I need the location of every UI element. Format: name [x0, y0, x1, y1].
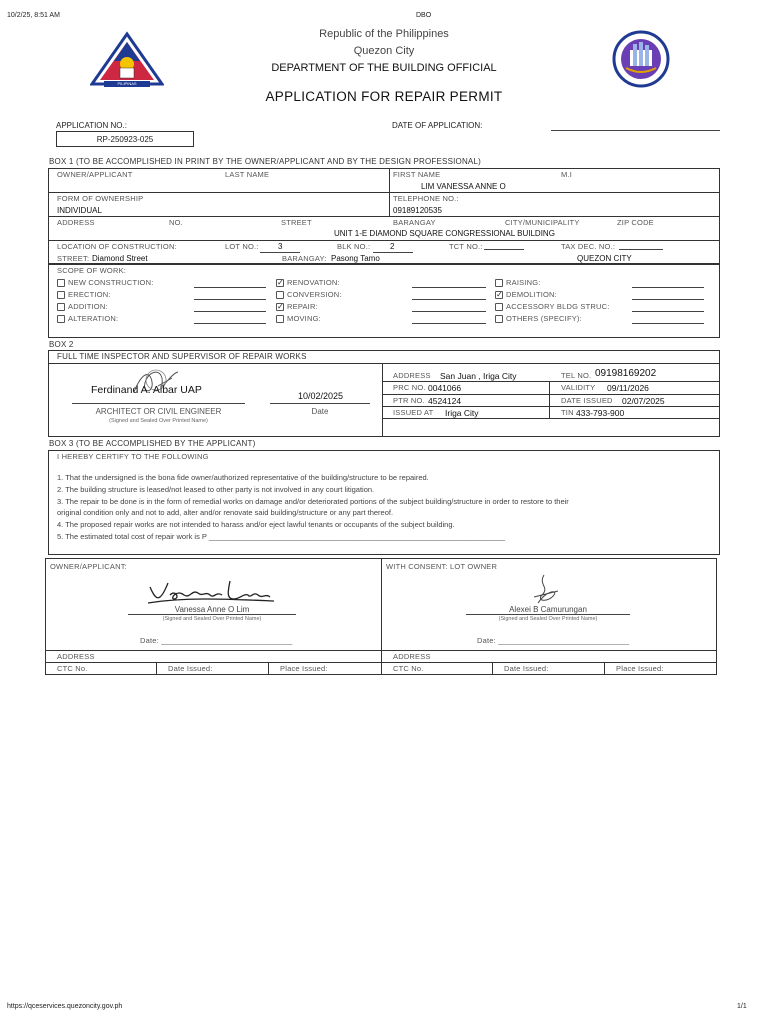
issued-at-label: ISSUED AT	[393, 408, 434, 417]
lot-owner-date-line: Date: ______________________________	[477, 636, 630, 645]
lot-value: 3	[278, 242, 283, 251]
owner-printed-name: Vanessa Anne O Lim	[174, 605, 250, 614]
scope-checkbox[interactable]	[57, 315, 65, 323]
scope-label-item: ACCESSORY BLDG STRUC:	[506, 302, 610, 311]
scope-label-item: DEMOLITION:	[506, 290, 557, 299]
box2-subtitle: FULL TIME INSPECTOR AND SUPERVISOR OF REPAIR WORKS	[57, 352, 307, 361]
ownership-label: FORM OF OWNERSHIP	[57, 194, 144, 203]
lot-owner-ctc-date-label: Date Issued:	[504, 664, 549, 673]
blk-label: BLK NO.:	[337, 242, 371, 251]
owner-ctc-date-label: Date Issued:	[168, 664, 213, 673]
date-issued-value: 02/07/2025	[622, 396, 665, 406]
consent-label: WITH CONSENT: LOT OWNER	[386, 562, 498, 571]
scope-label-item: RENOVATION:	[287, 278, 340, 287]
department-line: DEPARTMENT OF THE BUILDING OFFICIAL	[271, 62, 497, 74]
first-name-label: FIRST NAME	[393, 170, 441, 179]
scope-underline	[412, 323, 486, 324]
tin-label: TIN	[561, 408, 574, 417]
prc-label: PRC NO.	[393, 383, 426, 392]
scope-checkbox[interactable]	[57, 279, 65, 287]
scope-label-item: ADDITION:	[68, 302, 108, 311]
city2-value: QUEZON CITY	[577, 254, 632, 263]
scope-checkbox[interactable]	[495, 315, 503, 323]
validity-value: 09/11/2026	[607, 383, 649, 393]
scope-checkbox[interactable]	[276, 315, 284, 323]
scope-label-item: REPAIR:	[287, 302, 318, 311]
street2-label: STREET:	[57, 254, 90, 263]
scope-underline	[412, 311, 486, 312]
owner-label: OWNER/APPLICANT	[57, 170, 133, 179]
lot-owner-ctc-place-label: Place Issued:	[616, 664, 664, 673]
engineer-role-label: ARCHITECT OR CIVIL ENGINEER	[95, 407, 222, 416]
scope-label-item: ALTERATION:	[68, 314, 119, 323]
scope-underline	[632, 311, 704, 312]
telephone-value: 09189120535	[393, 206, 442, 215]
issued-at-value: Iriga City	[445, 408, 479, 418]
scope-label-item: ERECTION:	[68, 290, 111, 299]
lot-owner-ctc-label: CTC No.	[393, 664, 424, 673]
scope-underline	[412, 287, 486, 288]
scope-underline	[632, 299, 704, 300]
scope-checkbox[interactable]	[57, 291, 65, 299]
lot-owner-printed-name: Alexei B Camurungan	[509, 605, 587, 614]
date-of-application-label: DATE OF APPLICATION:	[392, 121, 483, 130]
engineer-signed-note: (Signed and Sealed Over Printed Name)	[109, 418, 208, 424]
owner-ctc-place-label: Place Issued:	[280, 664, 328, 673]
scope-label: SCOPE OF WORK:	[57, 266, 127, 275]
scope-label-item: MOVING:	[287, 314, 321, 323]
certification-item: original condition only and not to add, alter and/or renovate said building/structure or any part thereof.	[57, 508, 394, 517]
certify-label: I HEREBY CERTIFY TO THE FOLLOWING	[57, 452, 209, 461]
telephone-label: TELEPHONE NO.:	[393, 194, 459, 203]
lot-owner-address-label: ADDRESS	[393, 652, 431, 661]
certification-item: 4. The proposed repair works are not intended to harass and/or eject lawful tenants or occupants of the subject building.	[57, 520, 455, 529]
app-no-value: RP-250923-025	[96, 135, 154, 144]
republic-line: Republic of the Philippines	[319, 28, 449, 40]
scope-underline	[194, 323, 266, 324]
box3-title: BOX 3 (TO BE ACCOMPLISHED BY THE APPLICANT)	[49, 439, 256, 448]
street-label: STREET	[281, 218, 312, 227]
owner-date-line: Date: ______________________________	[140, 636, 293, 645]
barangay-label: BARANGAY	[393, 218, 436, 227]
scope-checkbox[interactable]: ✓	[277, 302, 284, 311]
inspector-tel-value: 09198169202	[595, 368, 657, 379]
location-label: LOCATION OF CONSTRUCTION:	[57, 242, 177, 251]
certification-item: 5. The estimated total cost of repair work is P _______________________________________________________________________	[57, 532, 506, 541]
seal-text: PILIPINAS	[117, 81, 137, 86]
scope-underline	[412, 299, 486, 300]
ownership-value: INDIVIDUAL	[57, 206, 102, 215]
lot-owner-signed-note: (Signed and Sealed Over Printed Name)	[498, 616, 598, 622]
scope-label-item: RAISING:	[506, 278, 541, 287]
city-label: CITY/MUNICIPALITY	[505, 218, 580, 227]
scope-label-item: NEW CONSTRUCTION:	[68, 278, 154, 287]
scope-checkbox[interactable]	[276, 291, 284, 299]
inspector-tel-label: TEL NO.	[561, 371, 592, 380]
last-name-label: LAST NAME	[225, 170, 270, 179]
barangay2-value: Pasong Tamo	[331, 254, 380, 263]
taxdec-label: TAX DEC. NO.:	[561, 242, 616, 251]
form-title: APPLICATION FOR REPAIR PERMIT	[265, 89, 503, 104]
print-url: https://qceservices.quezoncity.gov.ph	[7, 1003, 123, 1010]
city-line: Quezon City	[353, 45, 415, 57]
date-of-application-line	[551, 130, 720, 131]
inspector-address-value: San Juan , Iriga City	[440, 371, 517, 381]
barangay2-label: BARANGAY:	[282, 254, 327, 263]
tct-label: TCT NO.:	[449, 242, 483, 251]
lot-owner-signature	[524, 573, 564, 609]
box1-title: BOX 1 (TO BE ACCOMPLISHED IN PRINT BY THE OWNER/APPLICANT AND BY THE DESIGN PROFESSIONAL)	[49, 157, 481, 166]
app-no-label: APPLICATION NO.:	[56, 121, 127, 130]
prc-value: 0041066	[428, 383, 462, 393]
ptr-label: PTR NO.	[393, 396, 425, 405]
scope-label-item: OTHERS (SPECIFY):	[506, 314, 582, 323]
address-label: ADDRESS	[57, 218, 95, 227]
address-no-label: NO.	[169, 218, 183, 227]
blk-value: 2	[390, 242, 395, 251]
lot-label: LOT NO.:	[225, 242, 259, 251]
scope-checkbox[interactable]: ✓	[277, 278, 284, 287]
address-value: UNIT 1-E DIAMOND SQUARE CONGRESSIONAL BUILDING	[334, 229, 555, 238]
street2-value: Diamond Street	[92, 254, 148, 263]
scope-underline	[194, 287, 266, 288]
validity-label: VALIDITY	[561, 383, 596, 392]
scope-checkbox[interactable]	[495, 303, 503, 311]
owner-signed-note: (Signed and Sealed Over Printed Name)	[162, 616, 262, 622]
engineer-date: 10/02/2025	[298, 391, 344, 401]
scope-checkbox[interactable]	[495, 279, 503, 287]
ptr-value: 4524124	[428, 396, 462, 406]
scope-frame	[48, 264, 720, 338]
certification-item: 1. That the undersigned is the bona fide owner/authorized representative of the building/structure to be repaired.	[57, 473, 429, 482]
print-page-count: 1/1	[737, 1003, 747, 1010]
scope-checkbox[interactable]	[57, 303, 65, 311]
zip-label: ZIP CODE	[617, 218, 654, 227]
engineer-date-label: Date	[311, 407, 329, 416]
owner-address-label: ADDRESS	[57, 652, 95, 661]
mi-label: M.I	[561, 170, 573, 179]
scope-label-item: CONVERSION:	[287, 290, 342, 299]
engineer-name: Ferdinand A. Albar UAP	[91, 384, 202, 396]
print-tab-title: DBO	[416, 12, 432, 19]
inspector-address-label: ADDRESS	[393, 371, 431, 380]
box2-title: BOX 2	[49, 340, 74, 349]
scope-checkbox[interactable]: ✓	[496, 290, 503, 299]
tin-value: 433-793-900	[576, 408, 625, 418]
scope-underline	[194, 299, 266, 300]
owner-signature	[146, 577, 276, 607]
print-datetime: 10/2/25, 8:51 AM	[7, 12, 60, 19]
certification-item: 3. The repair to be done is in the form of remedial works on damage and/or deteriorated portions of the subject building/structure in order to restore to their	[57, 497, 569, 506]
owner-applicant-label: OWNER/APPLICANT:	[50, 562, 127, 571]
scope-underline	[632, 323, 704, 324]
scope-underline	[632, 287, 704, 288]
certification-item: 2. The building structure is leased/not leased to other party is not involved in any court litigation.	[57, 485, 375, 494]
date-issued-label: DATE ISSUED	[561, 396, 613, 405]
owner-ctc-label: CTC No.	[57, 664, 88, 673]
owner-name-value: LIM VANESSA ANNE O	[421, 182, 506, 191]
scope-underline	[194, 311, 266, 312]
